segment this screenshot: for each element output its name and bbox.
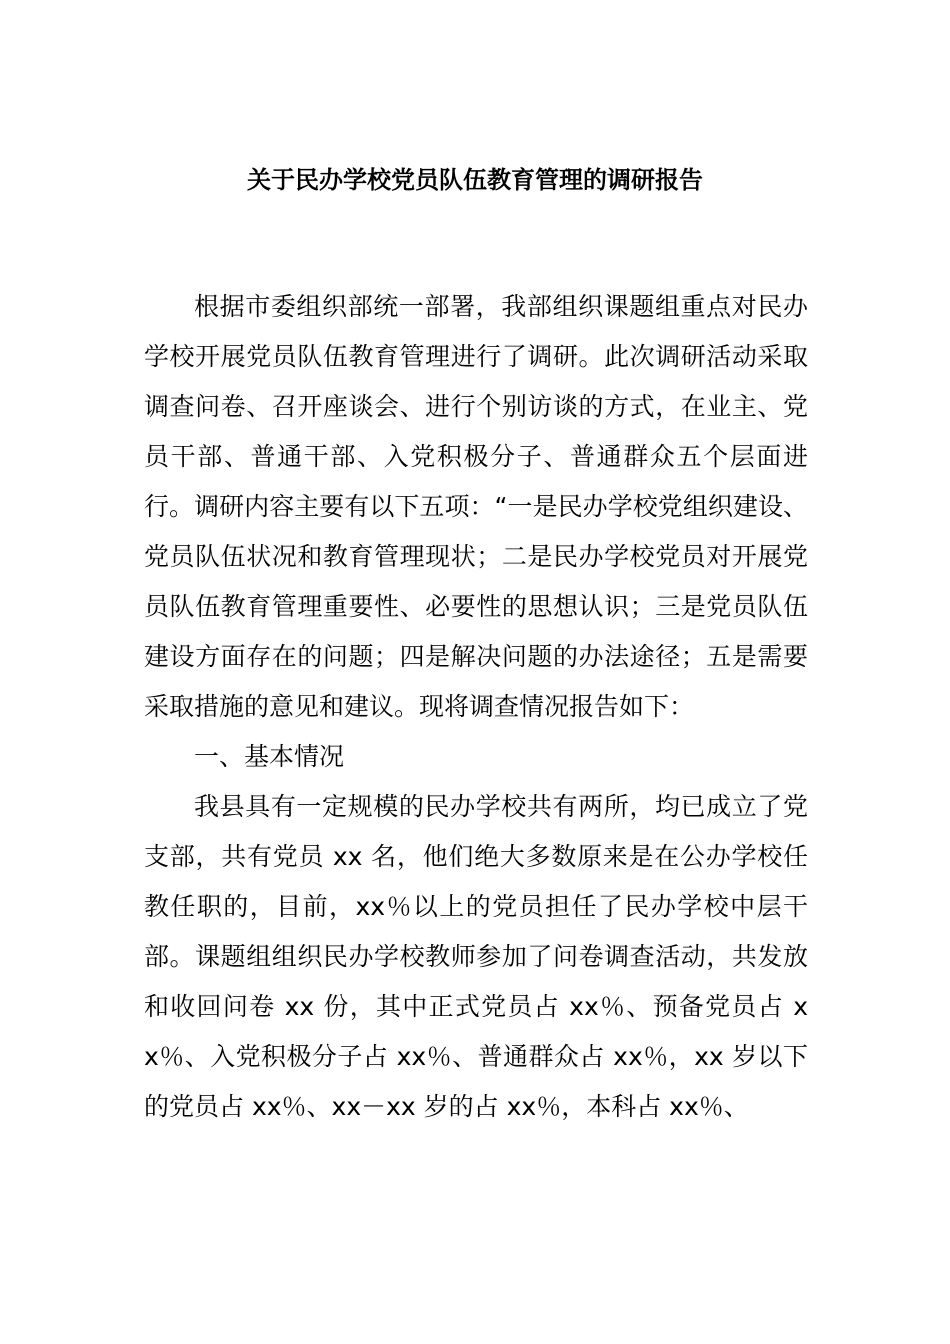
section-heading-basic-situation: 一、基本情况 (194, 742, 345, 771)
document-body (144, 282, 808, 1132)
basic-situation-paragraph: 我县具有一定规模的民办学校共有两所，均已成立了党支部，共有党员 xx 名，他们绝大多数原来是在公办学校任教任职的，目前，xx％以上的党员担任了民办学校中层干部。课题组组织民办学校教师参加了问卷调查活动，共发放和收回问卷 xx 份，其中正式党员占 xx％、预备党员占 xx％、入党积极分子占 xx％、普通群众占 xx％，xx 岁以下的党员占 xx％、xx－xx 岁的占 xx％，本科占 xx％、 (144, 792, 808, 1121)
document-title: 关于民办学校党员队伍教育管理的调研报告 (247, 166, 703, 194)
intro-paragraph: 根据市委组织部统一部署，我部组织课题组重点对民办学校开展党员队伍教育管理进行了调研。此次调研活动采取调查问卷、召开座谈会、进行个别访谈的方式，在业主、党员干部、普通干部、入党积极分子、普通群众五个层面进行。调研内容主要有以下五项：“一是民办学校党组织建设、党员队伍状况和教育管理现状；二是民办学校党员对开展党员队伍教育管理重要性、必要性的思想认识；三是党员队伍建设方面存在的问题；四是解决问题的办法途径；五是需要采取措施的意见和建议。现将调查情况报告如下： (144, 292, 808, 721)
